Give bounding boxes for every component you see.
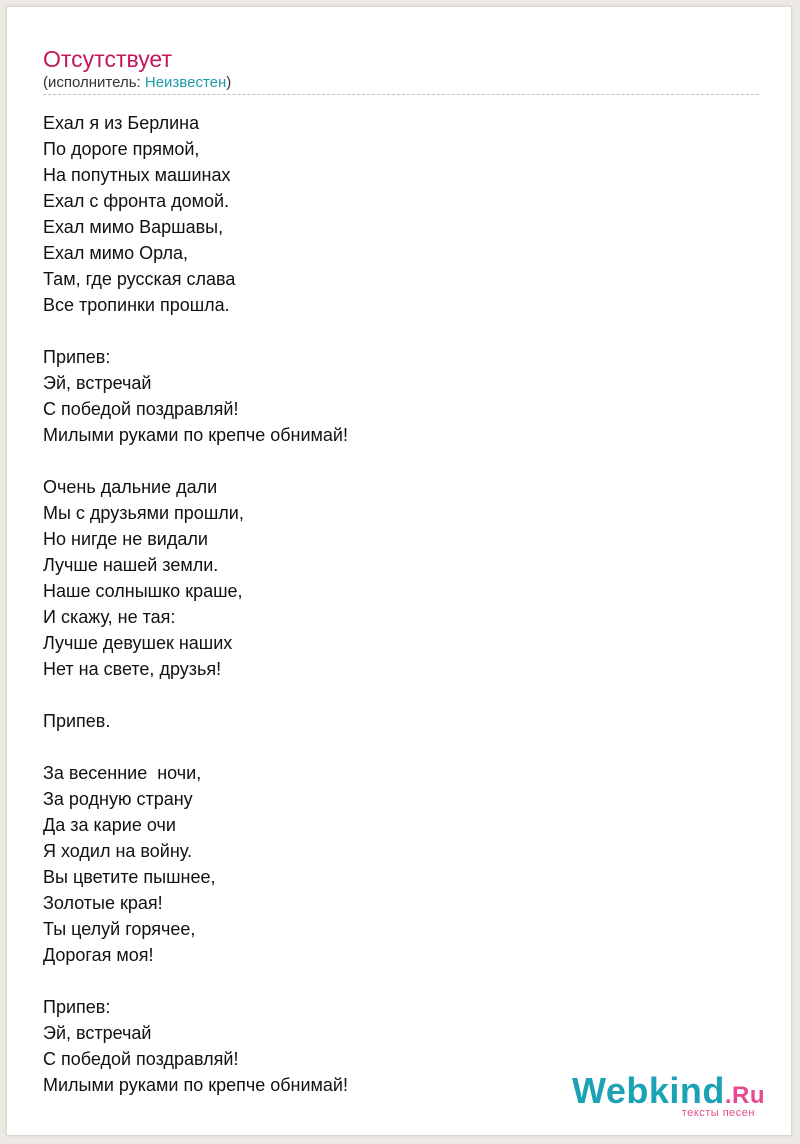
lyric-blank-line xyxy=(43,318,743,344)
lyric-line: Дорогая моя! xyxy=(43,945,154,965)
lyric-line: Припев: xyxy=(43,997,111,1017)
title-divider xyxy=(43,94,759,95)
lyric-line: Милыми руками по крепче обнимай! xyxy=(43,425,348,445)
lyrics-text xyxy=(43,110,743,1098)
lyric-line: Лучше девушек наших xyxy=(43,633,233,653)
lyric-line: Ехал с фронта домой. xyxy=(43,191,230,211)
lyric-line: Все тропинки прошла. xyxy=(43,295,230,315)
lyric-line: Я ходил на войну. xyxy=(43,841,192,861)
lyric-line: Ехал мимо Варшавы, xyxy=(43,217,224,237)
lyrics-page xyxy=(6,6,792,1136)
lyric-line: По дороге прямой, xyxy=(43,139,200,159)
artist-link[interactable]: Неизвестен xyxy=(144,74,227,91)
lyric-blank-line xyxy=(43,968,743,994)
site-logo[interactable] xyxy=(565,1071,765,1121)
lyric-blank-line xyxy=(43,448,743,474)
lyric-line: Там, где русская слава xyxy=(43,269,236,289)
lyric-line: Ехал мимо Орла, xyxy=(43,243,189,263)
lyric-line: Эй, встречай xyxy=(43,373,152,393)
lyric-line: Эй, встречай xyxy=(43,1023,152,1043)
logo-subtitle: тексты песен xyxy=(681,1107,755,1119)
lyric-line: Милыми руками по крепче обнимай! xyxy=(43,1075,348,1095)
lyric-line: Ехал я из Берлина xyxy=(43,113,200,133)
lyric-line: Мы с друзьями прошли, xyxy=(43,503,244,523)
song-title: Отсутствует xyxy=(43,46,172,72)
lyric-line: Очень дальние дали xyxy=(43,477,218,497)
artist-prefix: (исполнитель: xyxy=(43,74,145,91)
lyric-line: Но нигде не видали xyxy=(43,529,208,549)
lyric-line: За родную страну xyxy=(43,789,193,809)
lyric-line: С победой поздравляй! xyxy=(43,1049,239,1069)
lyric-line: На попутных машинах xyxy=(43,165,231,185)
lyric-line: Припев. xyxy=(43,711,111,731)
lyric-line: И скажу, не тая: xyxy=(43,607,176,627)
lyric-line: Вы цветите пышнее, xyxy=(43,867,216,887)
lyric-line: Лучше нашей земли. xyxy=(43,555,219,575)
lyric-blank-line xyxy=(43,682,743,708)
lyric-line: Наше солнышко краше, xyxy=(43,581,243,601)
logo-main-text: Webkind xyxy=(571,1070,725,1111)
lyric-line: Нет на свете, друзья! xyxy=(43,659,222,679)
artist-line xyxy=(43,74,231,92)
lyric-line: Золотые края! xyxy=(43,893,163,913)
lyric-line: Припев: xyxy=(43,347,111,367)
lyric-blank-line xyxy=(43,734,743,760)
lyric-line: Да за карие очи xyxy=(43,815,176,835)
lyric-line: Ты целуй горячее, xyxy=(43,919,196,939)
lyric-line: За весенние ночи, xyxy=(43,763,202,783)
lyric-line: С победой поздравляй! xyxy=(43,399,239,419)
artist-suffix: ) xyxy=(226,74,232,91)
logo-suffix-text: .Ru xyxy=(724,1082,765,1109)
